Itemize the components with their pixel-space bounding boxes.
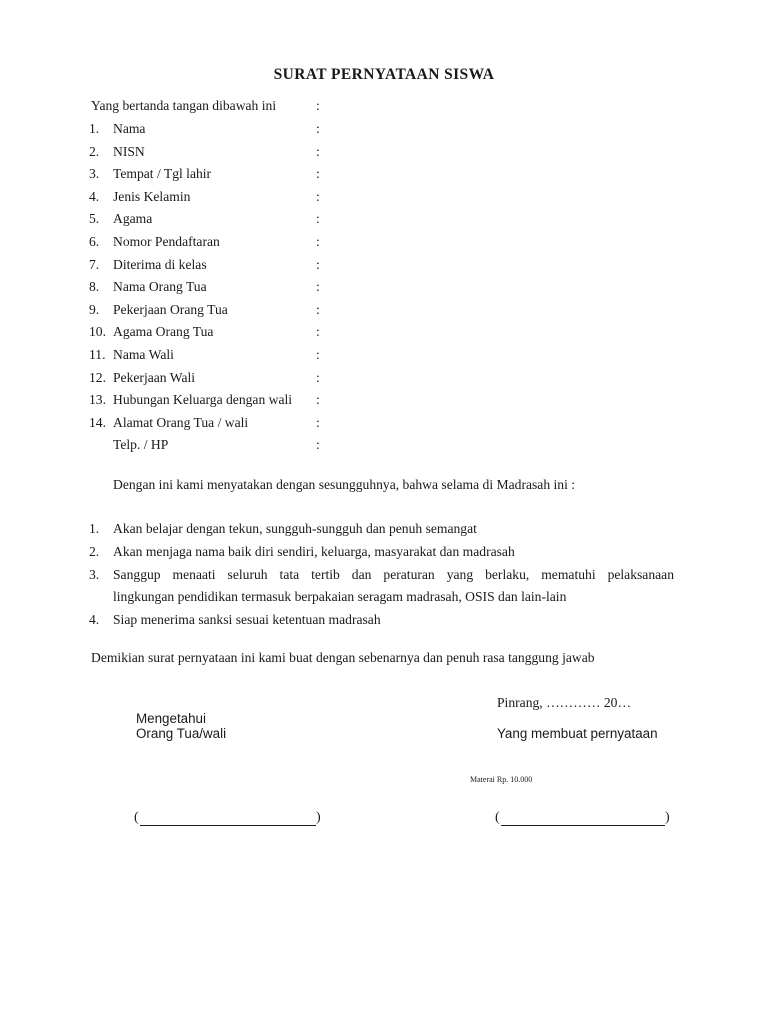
field-number: 5.	[89, 211, 100, 227]
field-label: NISN	[113, 143, 145, 159]
left-signature-rule	[140, 825, 316, 826]
field-row	[0, 436, 768, 458]
field-number: 4.	[89, 188, 100, 204]
field-row	[0, 210, 768, 232]
field-label: Diterima di kelas	[113, 256, 207, 272]
intro-text: Yang bertanda tangan dibawah ini	[91, 98, 277, 113]
field-number: 8.	[89, 279, 100, 295]
right-paren-open: (	[495, 810, 500, 825]
field-row	[0, 233, 768, 255]
field-label: Nama	[113, 121, 146, 136]
field-label: Pekerjaan Orang Tua	[113, 301, 228, 317]
left-signature-line	[134, 810, 324, 828]
field-colon: :	[316, 324, 320, 340]
field-row	[0, 165, 768, 187]
field-number: 3.	[89, 166, 100, 182]
place-date: Pinrang, ………… 20…	[497, 695, 632, 710]
field-label: Tempat / Tgl lahir	[113, 166, 212, 182]
document-title: SURAT PERNYATAAN SISWA	[273, 66, 495, 83]
field-label: Pekerjaan Wali	[113, 369, 196, 385]
field-number: 6.	[89, 234, 100, 249]
item-text: Sanggup menaati seluruh tata tertib dan peraturan yang berlaku, mematuhi pelaksanaan	[113, 566, 674, 582]
field-row	[0, 391, 768, 413]
field-number: 14.	[89, 414, 106, 430]
field-row	[0, 120, 768, 142]
closing-text: Demikian surat pernyataan ini kami buat dengan sebenarnya dan penuh rasa tanggung jawab	[91, 650, 595, 665]
left-sig-line2: Orang Tua/wali	[136, 726, 227, 741]
item-text: Akan belajar dengan tekun, sungguh-sungguh dan penuh semangat	[113, 521, 477, 536]
field-row	[0, 369, 768, 391]
left-paren-open: (	[134, 810, 139, 825]
field-colon: :	[316, 211, 320, 227]
field-colon: :	[316, 347, 320, 362]
field-colon: :	[316, 121, 320, 136]
field-number: 11.	[89, 347, 106, 362]
field-colon: :	[316, 188, 320, 204]
field-colon: :	[316, 392, 320, 408]
item-text: Akan menjaga nama baik diri sendiri, keluarga, masyarakat dan madrasah	[113, 543, 515, 559]
field-row	[0, 256, 768, 278]
field-colon: :	[316, 234, 320, 249]
field-colon: :	[316, 143, 320, 159]
item-number: 1.	[89, 521, 100, 536]
field-row	[0, 414, 768, 436]
field-label: Agama	[113, 211, 153, 227]
field-row	[0, 188, 768, 210]
field-number: 2.	[89, 143, 100, 159]
field-label: Telp. / HP	[113, 437, 169, 453]
field-colon: :	[316, 369, 320, 385]
field-row	[0, 346, 768, 368]
field-label: Nama Wali	[113, 347, 174, 362]
materai-label: Materai Rp. 10.000	[470, 775, 533, 784]
item-number: 4.	[89, 612, 100, 628]
field-label: Nama Orang Tua	[113, 279, 207, 295]
field-label: Nomor Pendaftaran	[113, 234, 220, 249]
field-colon: :	[316, 279, 320, 295]
field-label: Agama Orang Tua	[113, 324, 214, 340]
field-number: 13.	[89, 392, 106, 408]
field-colon: :	[316, 166, 320, 182]
item-number: 3.	[89, 566, 100, 582]
field-row	[0, 323, 768, 345]
left-paren-close: )	[316, 810, 321, 825]
right-sig-label: Yang membuat pernyataan	[497, 726, 658, 741]
item-number: 2.	[89, 543, 100, 559]
field-number: 7.	[89, 256, 100, 272]
right-paren-close: )	[665, 810, 670, 825]
field-number: 9.	[89, 301, 100, 317]
field-label: Alamat Orang Tua / wali	[113, 414, 249, 430]
field-number: 12.	[89, 369, 106, 385]
field-row	[0, 301, 768, 323]
field-row	[0, 143, 768, 165]
field-row	[0, 278, 768, 300]
field-label: Hubungan Keluarga dengan wali	[113, 392, 293, 408]
item-text: lingkungan pendidikan termasuk berpakaian seragam madrasah, OSIS dan lain-lain	[113, 589, 567, 605]
item-text: Siap menerima sanksi sesuai ketentuan madrasah	[113, 612, 381, 628]
statement-text: Dengan ini kami menyatakan dengan sesungguhnya, bahwa selama di Madrasah ini :	[113, 477, 576, 492]
intro-colon: :	[316, 98, 320, 113]
field-colon: :	[316, 414, 320, 430]
left-sig-line1: Mengetahui	[136, 711, 206, 726]
right-signature-line	[495, 810, 675, 828]
field-colon: :	[316, 256, 320, 272]
field-label: Jenis Kelamin	[113, 188, 191, 204]
field-number: 1.	[89, 121, 100, 136]
right-signature-rule	[501, 825, 665, 826]
field-number: 10.	[89, 324, 106, 340]
field-colon: :	[316, 437, 320, 453]
field-colon: :	[316, 301, 320, 317]
